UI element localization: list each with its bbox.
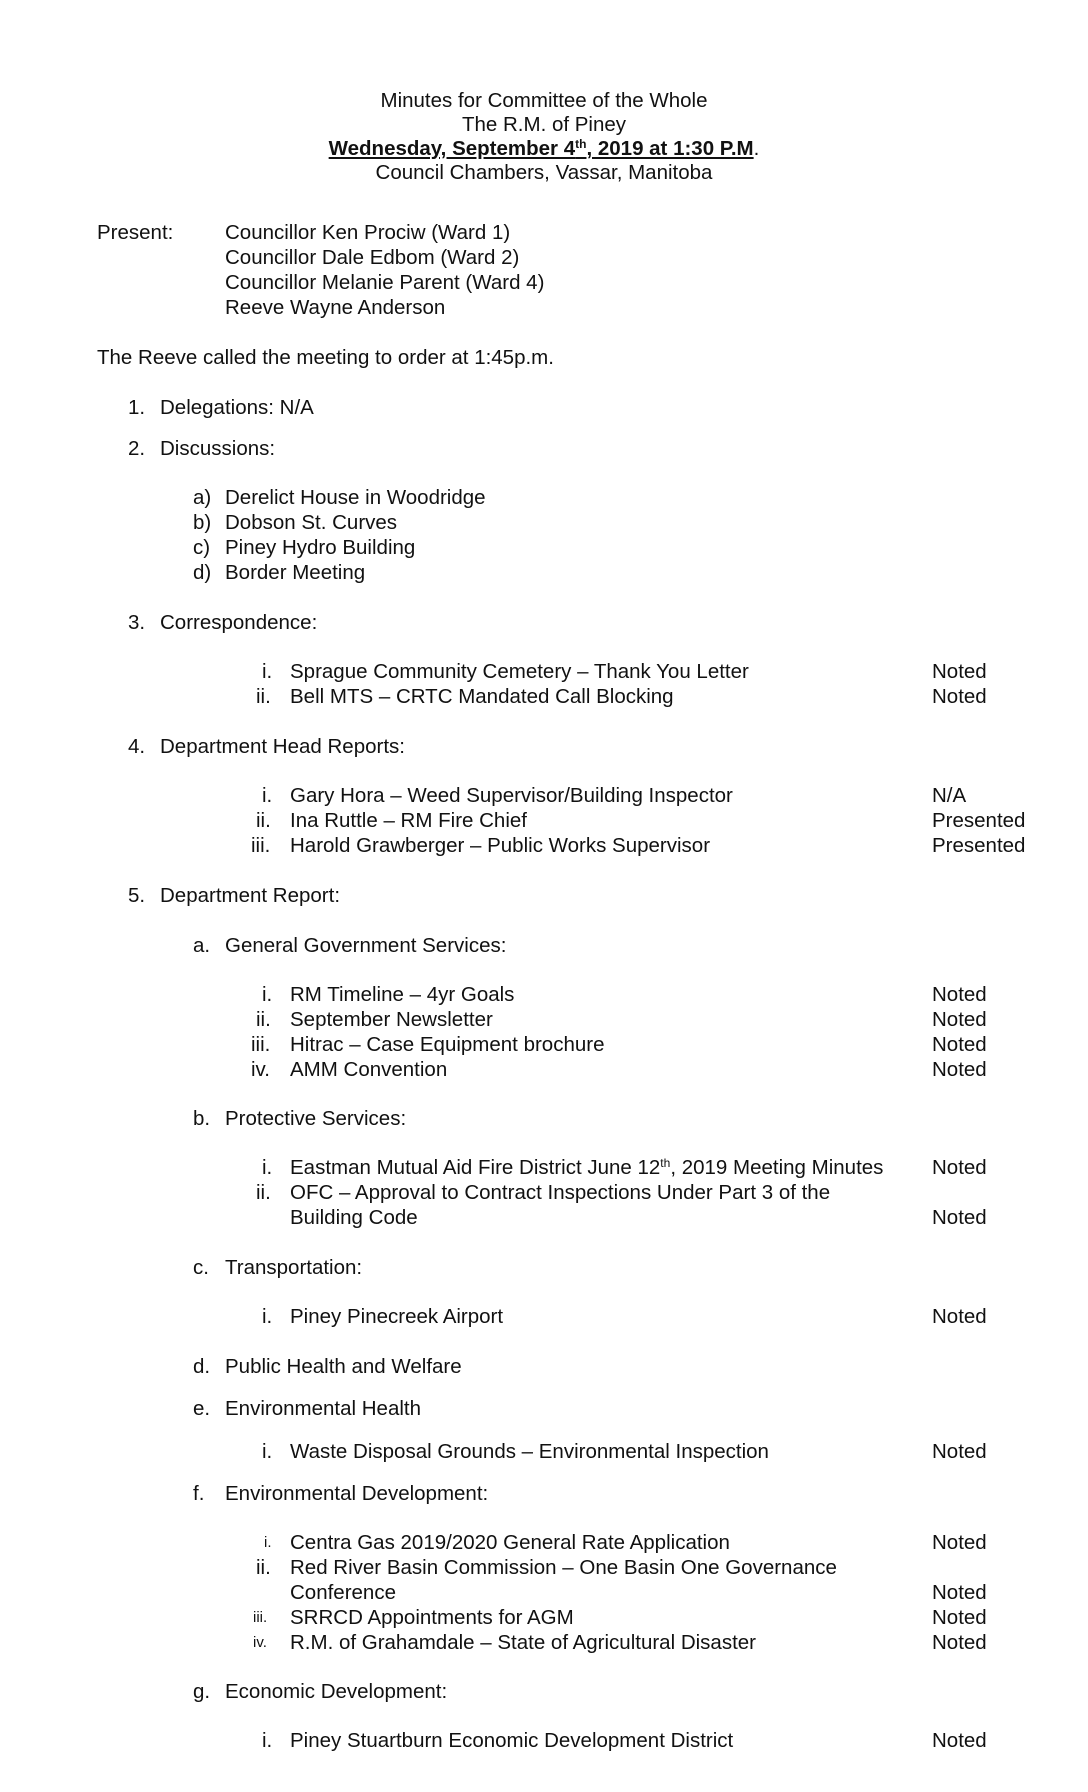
- protective-item: [290, 1155, 883, 1180]
- status-label: Noted: [932, 1058, 987, 1081]
- sub-letter: e.: [193, 1397, 211, 1420]
- roman-numeral: i.: [264, 1534, 272, 1551]
- present-member: Councillor Dale Edbom (Ward 2): [225, 246, 520, 269]
- meeting-date-main: Wednesday, September 4: [328, 137, 576, 160]
- meeting-date: [0, 136, 1088, 161]
- item-delegations: Delegations: N/A: [160, 396, 314, 419]
- environmental-development-item: Centra Gas 2019/2020 General Rate Application: [290, 1531, 730, 1554]
- item-number: 4.: [128, 735, 146, 758]
- protective-item-continued: Building Code: [290, 1206, 418, 1229]
- sub-letter: f.: [193, 1482, 205, 1505]
- roman-numeral: iii.: [251, 1033, 271, 1056]
- present-member: Councillor Ken Prociw (Ward 1): [225, 221, 511, 244]
- present-member: Reeve Wayne Anderson: [225, 296, 446, 319]
- sub-letter: g.: [193, 1680, 211, 1703]
- protective-item-text: Eastman Mutual Aid Fire District June 12: [290, 1156, 661, 1179]
- roman-numeral: iii.: [253, 1609, 268, 1626]
- item-number: 5.: [128, 884, 146, 907]
- status-label: Noted: [932, 1531, 987, 1554]
- status-label: Noted: [932, 1440, 987, 1463]
- roman-numeral: ii.: [256, 1556, 271, 1579]
- item-number: 3.: [128, 611, 146, 634]
- ordinal-suffix: th: [660, 1156, 671, 1170]
- environmental-development-item: Red River Basin Commission – One Basin One Governance: [290, 1556, 837, 1579]
- status-label: Noted: [932, 660, 987, 683]
- status-label: Noted: [932, 1305, 987, 1328]
- general-item: September Newsletter: [290, 1008, 493, 1031]
- sub-letter: b): [193, 511, 212, 534]
- sub-letter: a): [193, 486, 212, 509]
- meeting-date-suffix: th: [575, 137, 587, 151]
- section-environmental-health: Environmental Health: [225, 1397, 421, 1420]
- roman-numeral: iv.: [251, 1058, 270, 1081]
- sub-letter: c): [193, 536, 211, 559]
- item-dept-report: Department Report:: [160, 884, 341, 907]
- roman-numeral: i.: [262, 660, 273, 683]
- discussion-item: Piney Hydro Building: [225, 536, 416, 559]
- organization-name: The R.M. of Piney: [461, 113, 627, 136]
- transportation-item: Piney Pinecreek Airport: [290, 1305, 504, 1328]
- protective-item: OFC – Approval to Contract Inspections Under Part 3 of the: [290, 1181, 831, 1204]
- status-label: Noted: [932, 1606, 987, 1629]
- status-label: Presented: [932, 809, 1026, 832]
- present-label: Present:: [97, 221, 174, 244]
- sub-letter: c.: [193, 1256, 209, 1279]
- environmental-development-item: SRRCD Appointments for AGM: [290, 1606, 574, 1629]
- sub-letter: d.: [193, 1355, 211, 1378]
- economic-development-item: Piney Stuartburn Economic Development District: [290, 1729, 734, 1752]
- discussion-item: Derelict House in Woodridge: [225, 486, 486, 509]
- roman-numeral: ii.: [256, 1008, 271, 1031]
- status-label: Presented: [932, 834, 1026, 857]
- roman-numeral: i.: [262, 1729, 273, 1752]
- general-item: Hitrac – Case Equipment brochure: [290, 1033, 605, 1056]
- roman-numeral: iii.: [251, 834, 271, 857]
- correspondence-item: Bell MTS – CRTC Mandated Call Blocking: [290, 685, 674, 708]
- status-label: Noted: [932, 1033, 987, 1056]
- report-item: Gary Hora – Weed Supervisor/Building Inspector: [290, 784, 733, 807]
- status-label: Noted: [932, 1631, 987, 1654]
- sub-letter: b.: [193, 1107, 211, 1130]
- status-label: Noted: [932, 1206, 987, 1229]
- roman-numeral: i.: [262, 1305, 273, 1328]
- call-to-order: The Reeve called the meeting to order at 1:45p.m.: [97, 346, 554, 369]
- environmental-development-item-continued: Conference: [290, 1581, 396, 1604]
- section-transportation: Transportation:: [225, 1256, 363, 1279]
- section-general-government: General Government Services:: [225, 934, 507, 957]
- roman-numeral: i.: [262, 1156, 273, 1179]
- report-item: Harold Grawberger – Public Works Supervisor: [290, 834, 711, 857]
- meeting-date-period: .: [753, 137, 760, 160]
- item-correspondence: Correspondence:: [160, 611, 318, 634]
- roman-numeral: iv.: [253, 1634, 267, 1651]
- status-label: Noted: [932, 685, 987, 708]
- item-dept-head-reports: Department Head Reports:: [160, 735, 405, 758]
- section-public-health: Public Health and Welfare: [225, 1355, 462, 1378]
- protective-item-text-end: , 2019 Meeting Minutes: [670, 1156, 884, 1179]
- general-item: AMM Convention: [290, 1058, 448, 1081]
- status-label: Noted: [932, 1581, 987, 1604]
- present-member: Councillor Melanie Parent (Ward 4): [225, 271, 545, 294]
- correspondence-item: Sprague Community Cemetery – Thank You Letter: [290, 660, 749, 683]
- roman-numeral: i.: [262, 784, 273, 807]
- report-item: Ina Ruttle – RM Fire Chief: [290, 809, 527, 832]
- item-discussions: Discussions:: [160, 437, 276, 460]
- roman-numeral: i.: [262, 983, 273, 1006]
- meeting-date-time: , 2019 at 1:30 P.M: [586, 137, 754, 160]
- item-number: 2.: [128, 437, 146, 460]
- sub-letter: a.: [193, 934, 211, 957]
- document-title: Minutes for Committee of the Whole: [380, 89, 708, 112]
- environmental-health-item: Waste Disposal Grounds – Environmental Inspection: [290, 1440, 769, 1463]
- discussion-item: Dobson St. Curves: [225, 511, 398, 534]
- discussion-item: Border Meeting: [225, 561, 366, 584]
- section-economic-development: Economic Development:: [225, 1680, 448, 1703]
- status-label: Noted: [932, 983, 987, 1006]
- roman-numeral: ii.: [256, 1181, 271, 1204]
- status-label: Noted: [932, 1008, 987, 1031]
- status-label: Noted: [932, 1729, 987, 1752]
- section-environmental-development: Environmental Development:: [225, 1482, 489, 1505]
- status-label: N/A: [932, 784, 967, 807]
- roman-numeral: i.: [262, 1440, 273, 1463]
- meeting-location: Council Chambers, Vassar, Manitoba: [375, 161, 713, 184]
- status-label: Noted: [932, 1156, 987, 1179]
- section-protective-services: Protective Services:: [225, 1107, 407, 1130]
- sub-letter: d): [193, 561, 212, 584]
- environmental-development-item: R.M. of Grahamdale – State of Agricultural Disaster: [290, 1631, 757, 1654]
- item-number: 1.: [128, 396, 146, 419]
- general-item: RM Timeline – 4yr Goals: [290, 983, 515, 1006]
- roman-numeral: ii.: [256, 809, 271, 832]
- roman-numeral: ii.: [256, 685, 271, 708]
